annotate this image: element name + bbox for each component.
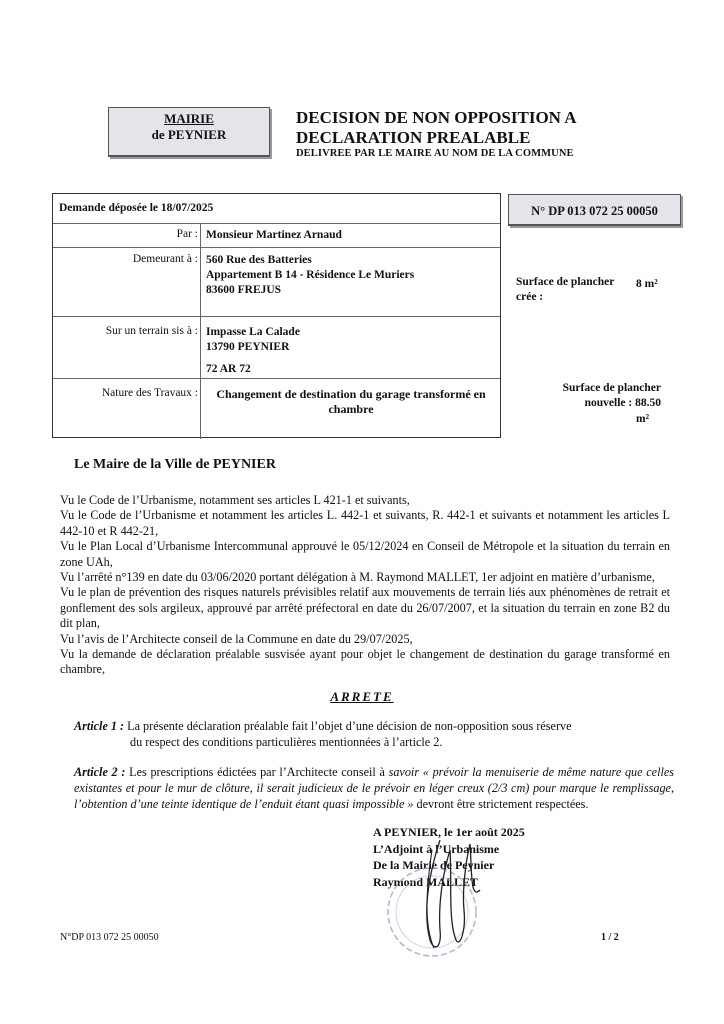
article-1 xyxy=(74,718,674,750)
terrain-row xyxy=(53,316,500,379)
article-2-quote: savoir « prévoir la menuiserie de même nature que celles existantes et pour le mur de clôture, il serait judicieux de le prévoir en léger creux (2/3 cm) pour marque le remplissage, l’obtention d’une teinte identique de l’enduit étant quasi impossible » xyxy=(74,765,674,811)
official-stamp-and-signature xyxy=(360,830,520,960)
demeurant-label: Demeurant à : xyxy=(132,253,198,265)
consideration-item: Vu l’avis de l’Architecte conseil de la Commune en date du 29/07/2025, xyxy=(60,631,413,646)
signature-role: L’Adjoint à l’Urbanisme xyxy=(373,841,500,856)
request-table xyxy=(52,193,501,438)
article-2-end: devront être strictement respectées. xyxy=(413,797,589,811)
address-line-2: Appartement B 14 - Résidence Le Muriers xyxy=(206,269,415,281)
consideration-item: Vu le Plan Local d’Urbanisme Intercommunal approuvé le 05/12/2024 en Conseil de Métropole et la situation du terrain en zone UAh, xyxy=(60,539,670,569)
article-1-label: Article 1 : xyxy=(74,719,125,733)
mairie-box xyxy=(108,107,270,157)
article-2-label: Article 2 : xyxy=(74,765,126,779)
consideration-item: Vu le Code de l’Urbanisme, notamment ses articles L 421-1 et suivants, xyxy=(60,493,410,507)
address-line-3: 83600 FREJUS xyxy=(206,284,282,296)
surface-created-label xyxy=(516,275,614,305)
deposit-row xyxy=(53,194,500,224)
document-title xyxy=(296,108,577,148)
dp-number-box: N° DP 013 072 25 00050 xyxy=(508,194,681,226)
consideration-item: Vu le plan de prévention des risques naturels prévisibles relatif aux mouvements de terrain liés aux phénomènes de retrait et gonflement des sols argileux, approuvé par arrêté préfectoral en date du 26/07/2007, et la situation du terrain en zone B2 du dit plan, xyxy=(60,585,670,631)
surface-created-label-1: Surface de plancher xyxy=(516,276,615,288)
parcel-ref: 72 AR 72 xyxy=(206,363,251,375)
address-line-1: 560 Rue des Batteries xyxy=(206,254,312,266)
title-line-1: DECISION DE NON OPPOSITION A xyxy=(296,108,577,127)
applicant-row xyxy=(53,223,500,248)
arrete-heading: ARRETE xyxy=(330,689,394,704)
signature-commune: De la Mairie de Peynier xyxy=(373,858,495,872)
consideration-item: Vu l’arrêté n°139 en date du 03/06/2020 portant délégation à M. Raymond MALLET, 1er adjoint en matière d’urbanisme, xyxy=(60,570,655,585)
stamp-inner-ring xyxy=(396,876,468,948)
footer-reference: N°DP 013 072 25 00050 xyxy=(60,932,159,943)
terrain-line-1: Impasse La Calade xyxy=(206,326,300,338)
surface-new-unit: m² xyxy=(636,413,650,425)
surface-new-label-1: Surface de plancher xyxy=(562,382,661,394)
surface-new-value: 88.50 xyxy=(635,397,661,409)
mairie-label: MAIRIE xyxy=(164,111,214,126)
applicant-name: Monsieur Martinez Arnaud xyxy=(206,229,342,241)
deposit-date: Demande déposée le 18/07/2025 xyxy=(59,202,214,214)
considerations xyxy=(60,493,670,678)
article-2-intro: Les prescriptions édictées par l’Architecte conseil à xyxy=(129,765,389,779)
terrain-line-2: 13790 PEYNIER xyxy=(206,341,290,353)
surface-new-label-2: nouvelle : xyxy=(584,397,633,409)
article-1-line-2: du respect des conditions particulières mentionnées à l’article 2. xyxy=(130,735,443,749)
signature-name: Raymond MALLET xyxy=(373,874,479,889)
nature-row xyxy=(53,378,500,439)
consideration-item: Vu le Code de l’Urbanisme et notamment les articles L. 442-1 et suivants, R. 442-1 et suivants et notamment les articles L 442-10 et R 442-21, xyxy=(60,508,670,538)
article-2 xyxy=(74,764,674,812)
surface-created-label-2: crée : xyxy=(516,291,544,303)
par-label: Par : xyxy=(176,228,198,240)
signature-date: A PEYNIER, le 1er août 2025 xyxy=(373,825,525,839)
page-number: 1 / 2 xyxy=(601,932,619,943)
consideration-item: Vu la demande de déclaration préalable susvisée ayant pour objet le changement de destination du garage transformé en chambre, xyxy=(60,647,670,677)
nature-label: Nature des Travaux : xyxy=(101,387,198,399)
nature-value: Changement de destination du garage transformé en chambre xyxy=(216,387,486,416)
document-subtitle: DELIVREE PAR LE MAIRE AU NOM DE LA COMMUNE xyxy=(296,148,574,159)
article-1-line-1: La présente déclaration préalable fait l’objet d’une décision de non-opposition sous réserve xyxy=(127,719,572,733)
address-row xyxy=(53,247,500,317)
mayor-heading: Le Maire de la Ville de PEYNIER xyxy=(74,457,276,472)
surface-new-label xyxy=(533,381,661,411)
surface-created-value: 8 m² xyxy=(636,278,658,290)
terrain-label: Sur un terrain sis à : xyxy=(105,325,198,337)
commune-label: de PEYNIER xyxy=(151,127,227,142)
title-line-2: DECLARATION PREALABLE xyxy=(296,128,531,147)
